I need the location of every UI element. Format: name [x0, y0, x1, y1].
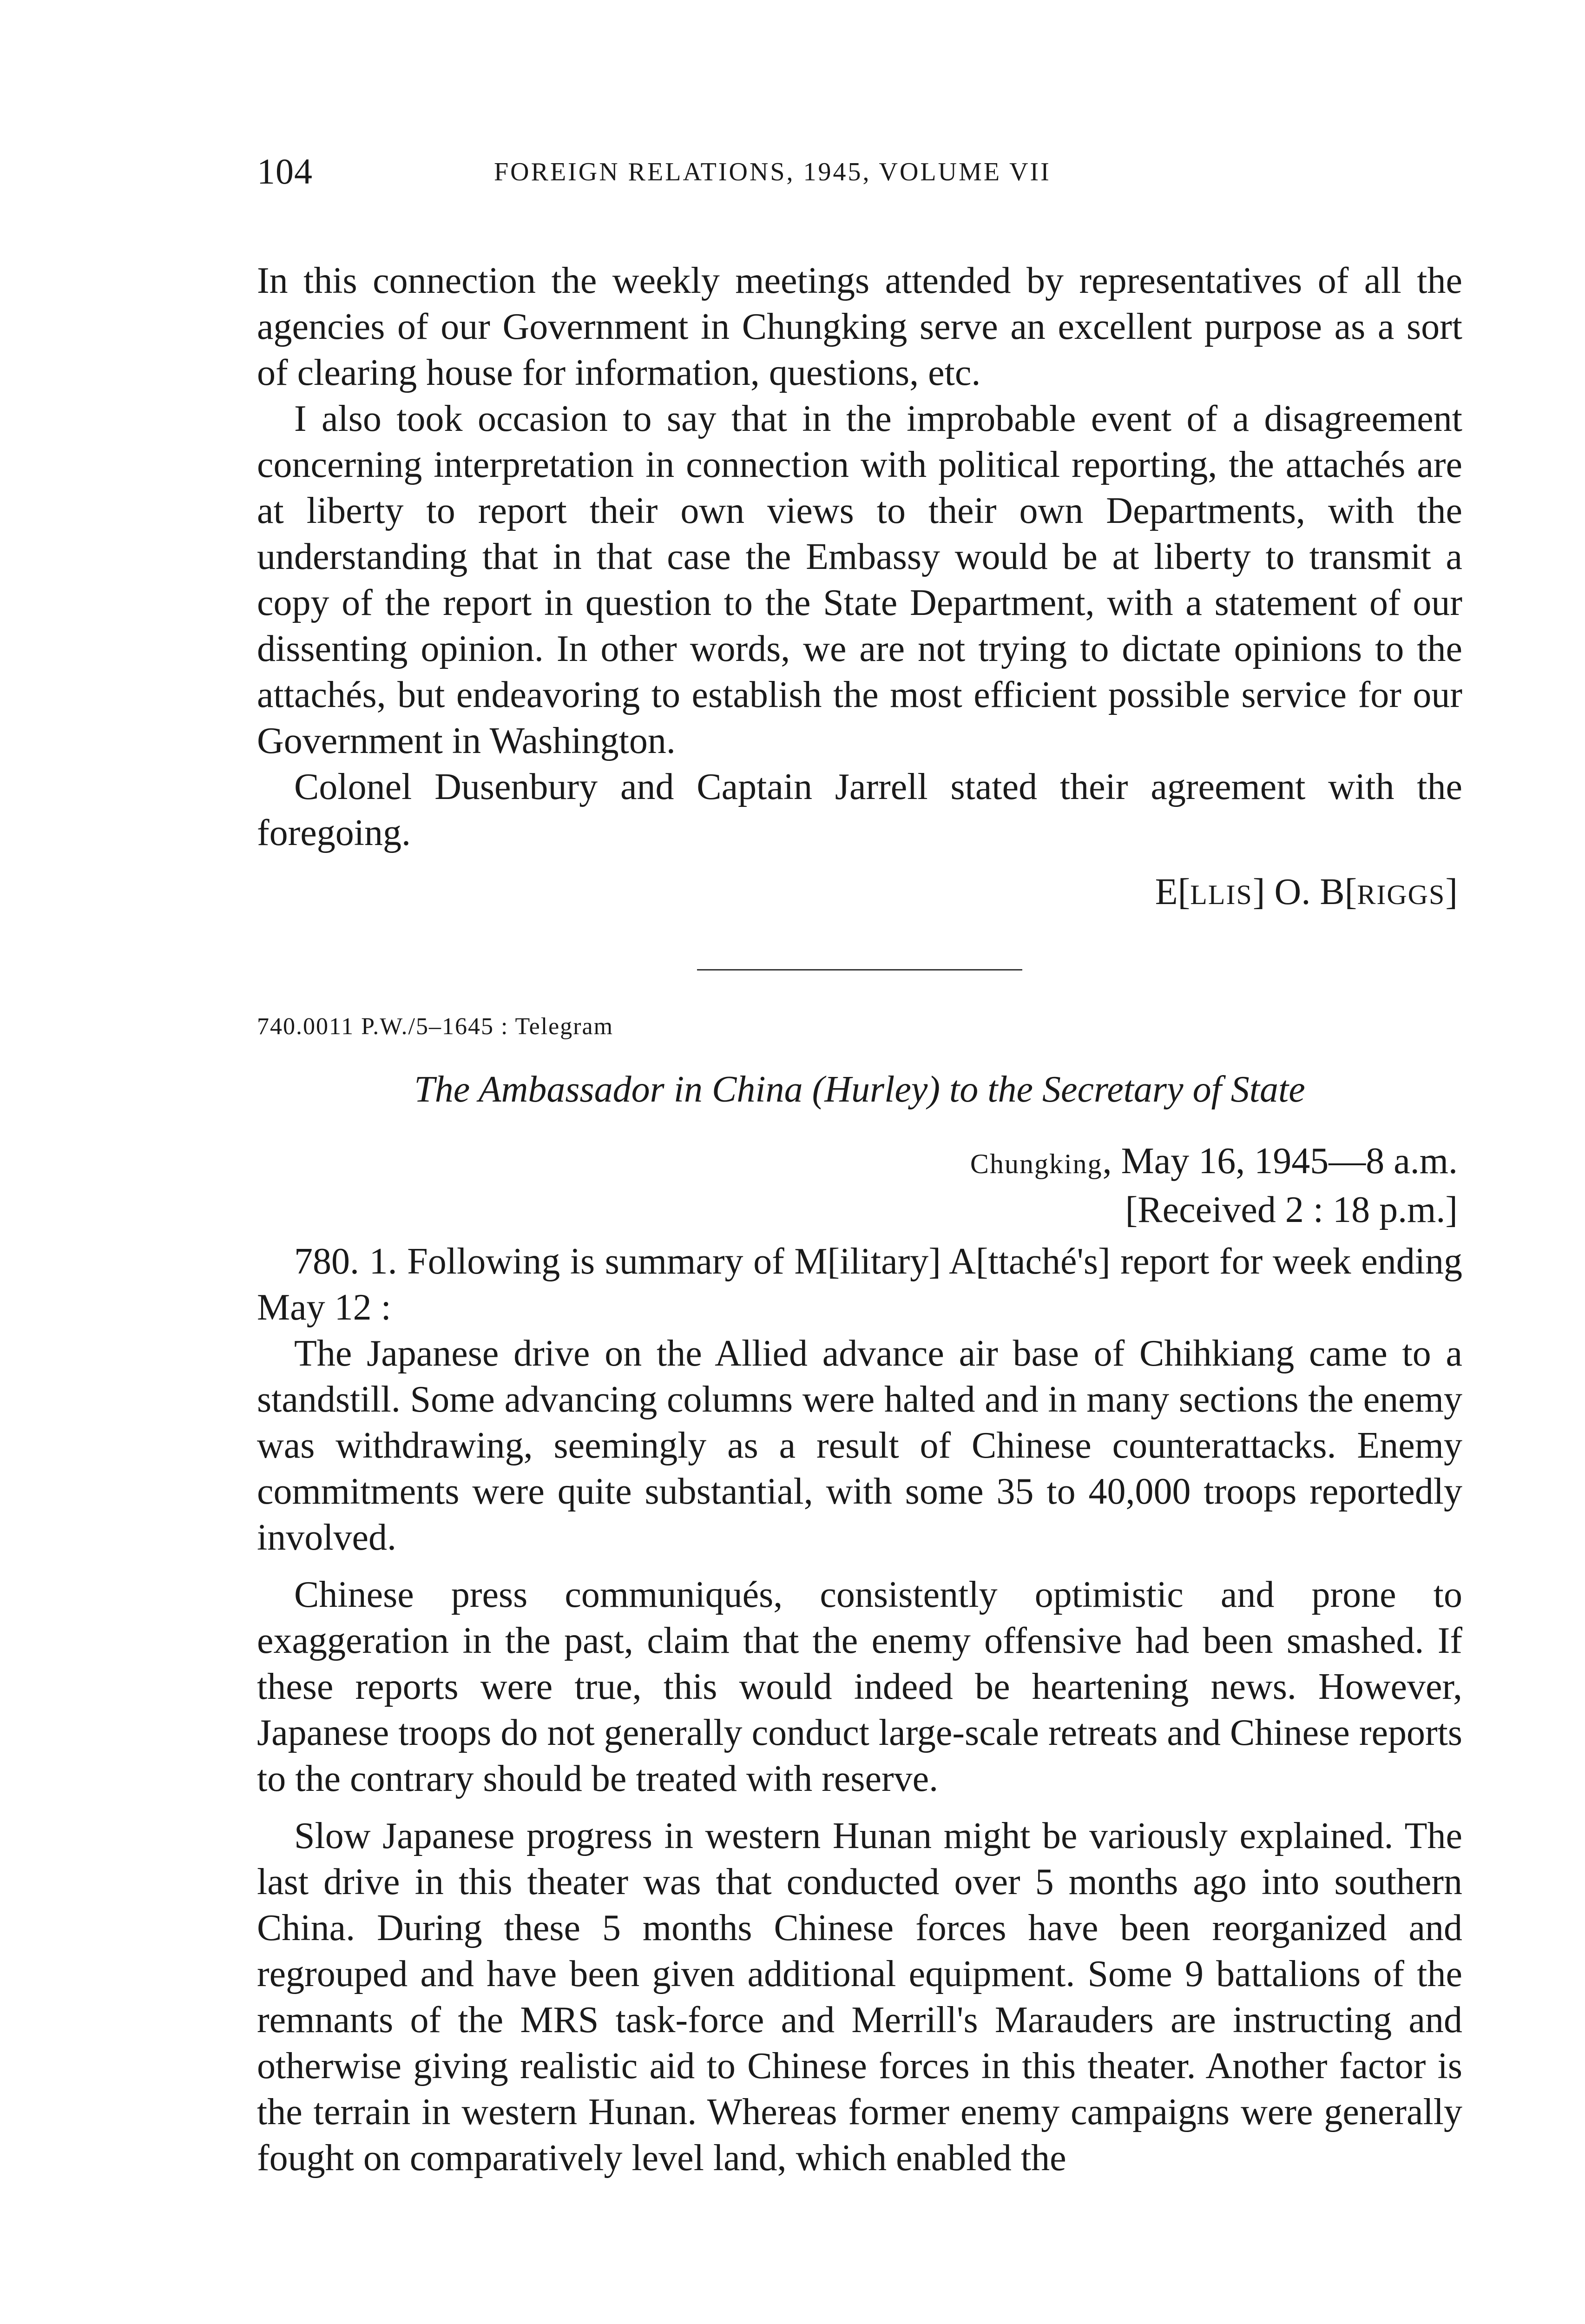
paragraph: Chinese press communiqués, consistently optimistic and prone to exaggeration in the past, claim that the enemy offensive had been smashed. If these reports were true, this would indeed be heartening news. However, Japanese troops do not generally conduct large-scale retreats and Chinese reports to the contrary should be treated with reserve. — [257, 1574, 1462, 1799]
paragraph: I also took occasion to say that in the improbable event of a disagreement concerning interpretation in connection with political reporting, the attachés are at liberty to report their own views to their own Departments, with the understanding that in that case the Embassy would be at liberty to transmit a copy of the report in question to the State Department, with a statement of our dissenting opinion. In other words, we are not trying to dictate opinions to the attachés, but endeavoring to establish the most efficient possible service for our Government in Washington. — [257, 398, 1462, 761]
section-divider — [697, 969, 1022, 971]
page-number: 104 — [257, 151, 313, 191]
dateline-date: , May 16, 1945—8 a.m. — [1102, 1141, 1458, 1182]
dateline — [257, 1138, 1462, 1187]
signature-part: E[ — [1155, 872, 1190, 912]
signature-part: ] — [1445, 872, 1458, 912]
paragraph: In this connection the weekly meetings attended by representatives of all the agencies of our Government in Chungking serve an excellent purpose as a sort of clearing house for information, questions, etc. — [257, 260, 1462, 393]
document-page — [257, 153, 1462, 2181]
running-title: FOREIGN RELATIONS, 1945, VOLUME VII — [494, 158, 1051, 186]
signature-part: ] O. B[ — [1252, 872, 1357, 912]
section1-body — [257, 258, 1462, 856]
signature-part: LLIS — [1190, 879, 1253, 910]
file-reference: 740.0011 P.W./5–1645 : Telegram — [257, 1013, 614, 1040]
paragraph: Slow Japanese progress in western Hunan might be variously explained. The last drive in this theater was that conducted over 5 months ago into southern China. During these 5 months Chinese forces have been reorganized and regrouped and have been given additional equipment. Some 9 battalions of the remnants of the MRS task-force and Merrill's Marauders are instructing and otherwise giving realistic aid to Chinese forces in this theater. Another factor is the terrain in western Hunan. Whereas former enemy campaigns were generally fought on comparatively level land, which enabled the — [257, 1816, 1462, 2179]
document-title: The Ambassador in China (Hurley) to the Secretary of State — [414, 1069, 1305, 1110]
dateline-city: Chungking — [970, 1149, 1103, 1179]
received-line: [Received 2 : 18 p.m.] — [1125, 1189, 1458, 1230]
signature — [257, 869, 1462, 918]
signature-part: RIGGS — [1357, 879, 1446, 910]
telegram-body — [257, 1239, 1462, 2181]
paragraph: Colonel Dusenbury and Captain Jarrell stated their agreement with the foregoing. — [257, 766, 1462, 853]
paragraph: The Japanese drive on the Allied advance air base of Chihkiang came to a standstill. Some advancing columns were halted and in many sections the enemy was withdrawing, seemingly as a result of Chinese counterattacks. Enemy commitments were quite substantial, with some 35 to 40,000 troops reportedly involved. — [257, 1333, 1462, 1558]
running-head — [257, 153, 1462, 209]
paragraph: 780. 1. Following is summary of M[ilitary] A[ttaché's] report for week ending May 12 : — [257, 1241, 1462, 1328]
